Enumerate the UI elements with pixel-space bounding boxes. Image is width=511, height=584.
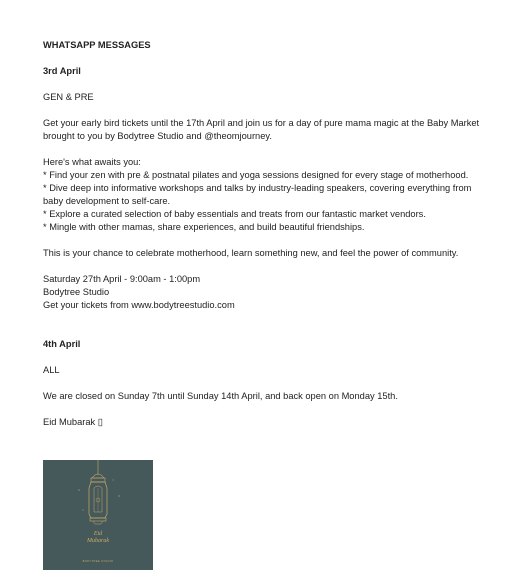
section-date-3rd-april: 3rd April bbox=[43, 66, 81, 76]
lantern-icon bbox=[43, 460, 153, 570]
event-venue: Bodytree Studio bbox=[43, 287, 110, 297]
list-item: * Find your zen with pre & postnatal pilates and yoga sessions designed for every stage of motherhood. bbox=[43, 170, 469, 180]
awaits-list bbox=[43, 169, 483, 234]
list-item: * Mingle with other mamas, share experiences, and build beautiful friendships. bbox=[43, 222, 365, 232]
eid-image-line2: Mubarak bbox=[87, 538, 109, 544]
closing-paragraph: This is your chance to celebrate motherhood, learn something new, and feel the power of community. bbox=[43, 248, 459, 258]
section-audience-gen-pre: GEN & PRE bbox=[43, 92, 94, 102]
awaits-heading: Here's what awaits you: bbox=[43, 157, 141, 167]
event-datetime: Saturday 27th April - 9:00am - 1:00pm bbox=[43, 274, 201, 284]
document-title: WHATSAPP MESSAGES bbox=[43, 40, 151, 50]
eid-greeting: Eid Mubarak ▯ bbox=[43, 417, 103, 427]
document-body bbox=[43, 39, 483, 429]
eid-mubarak-image bbox=[43, 460, 153, 570]
closure-notice: We are closed on Sunday 7th until Sunday 14th April, and back open on Monday 15th. bbox=[43, 391, 398, 401]
section-audience-all: ALL bbox=[43, 365, 60, 375]
section-date-4th-april: 4th April bbox=[43, 339, 81, 349]
list-item: * Dive deep into informative workshops and talks by industry-leading speakers, covering everything from baby development to self-care. bbox=[43, 183, 472, 206]
intro-paragraph: Get your early bird tickets until the 17th April and join us for a day of pure mama magic at the Baby Market brought to you by Bodytree Studio and @theomjourney. bbox=[43, 118, 480, 141]
eid-image-line1: Eid bbox=[93, 531, 103, 537]
event-tickets: Get your tickets from www.bodytreestudio.com bbox=[43, 300, 235, 310]
list-item: * Explore a curated selection of baby essentials and treats from our fantastic market vendors. bbox=[43, 209, 426, 219]
eid-image-footer: BODYTREE STUDIO bbox=[82, 560, 114, 563]
